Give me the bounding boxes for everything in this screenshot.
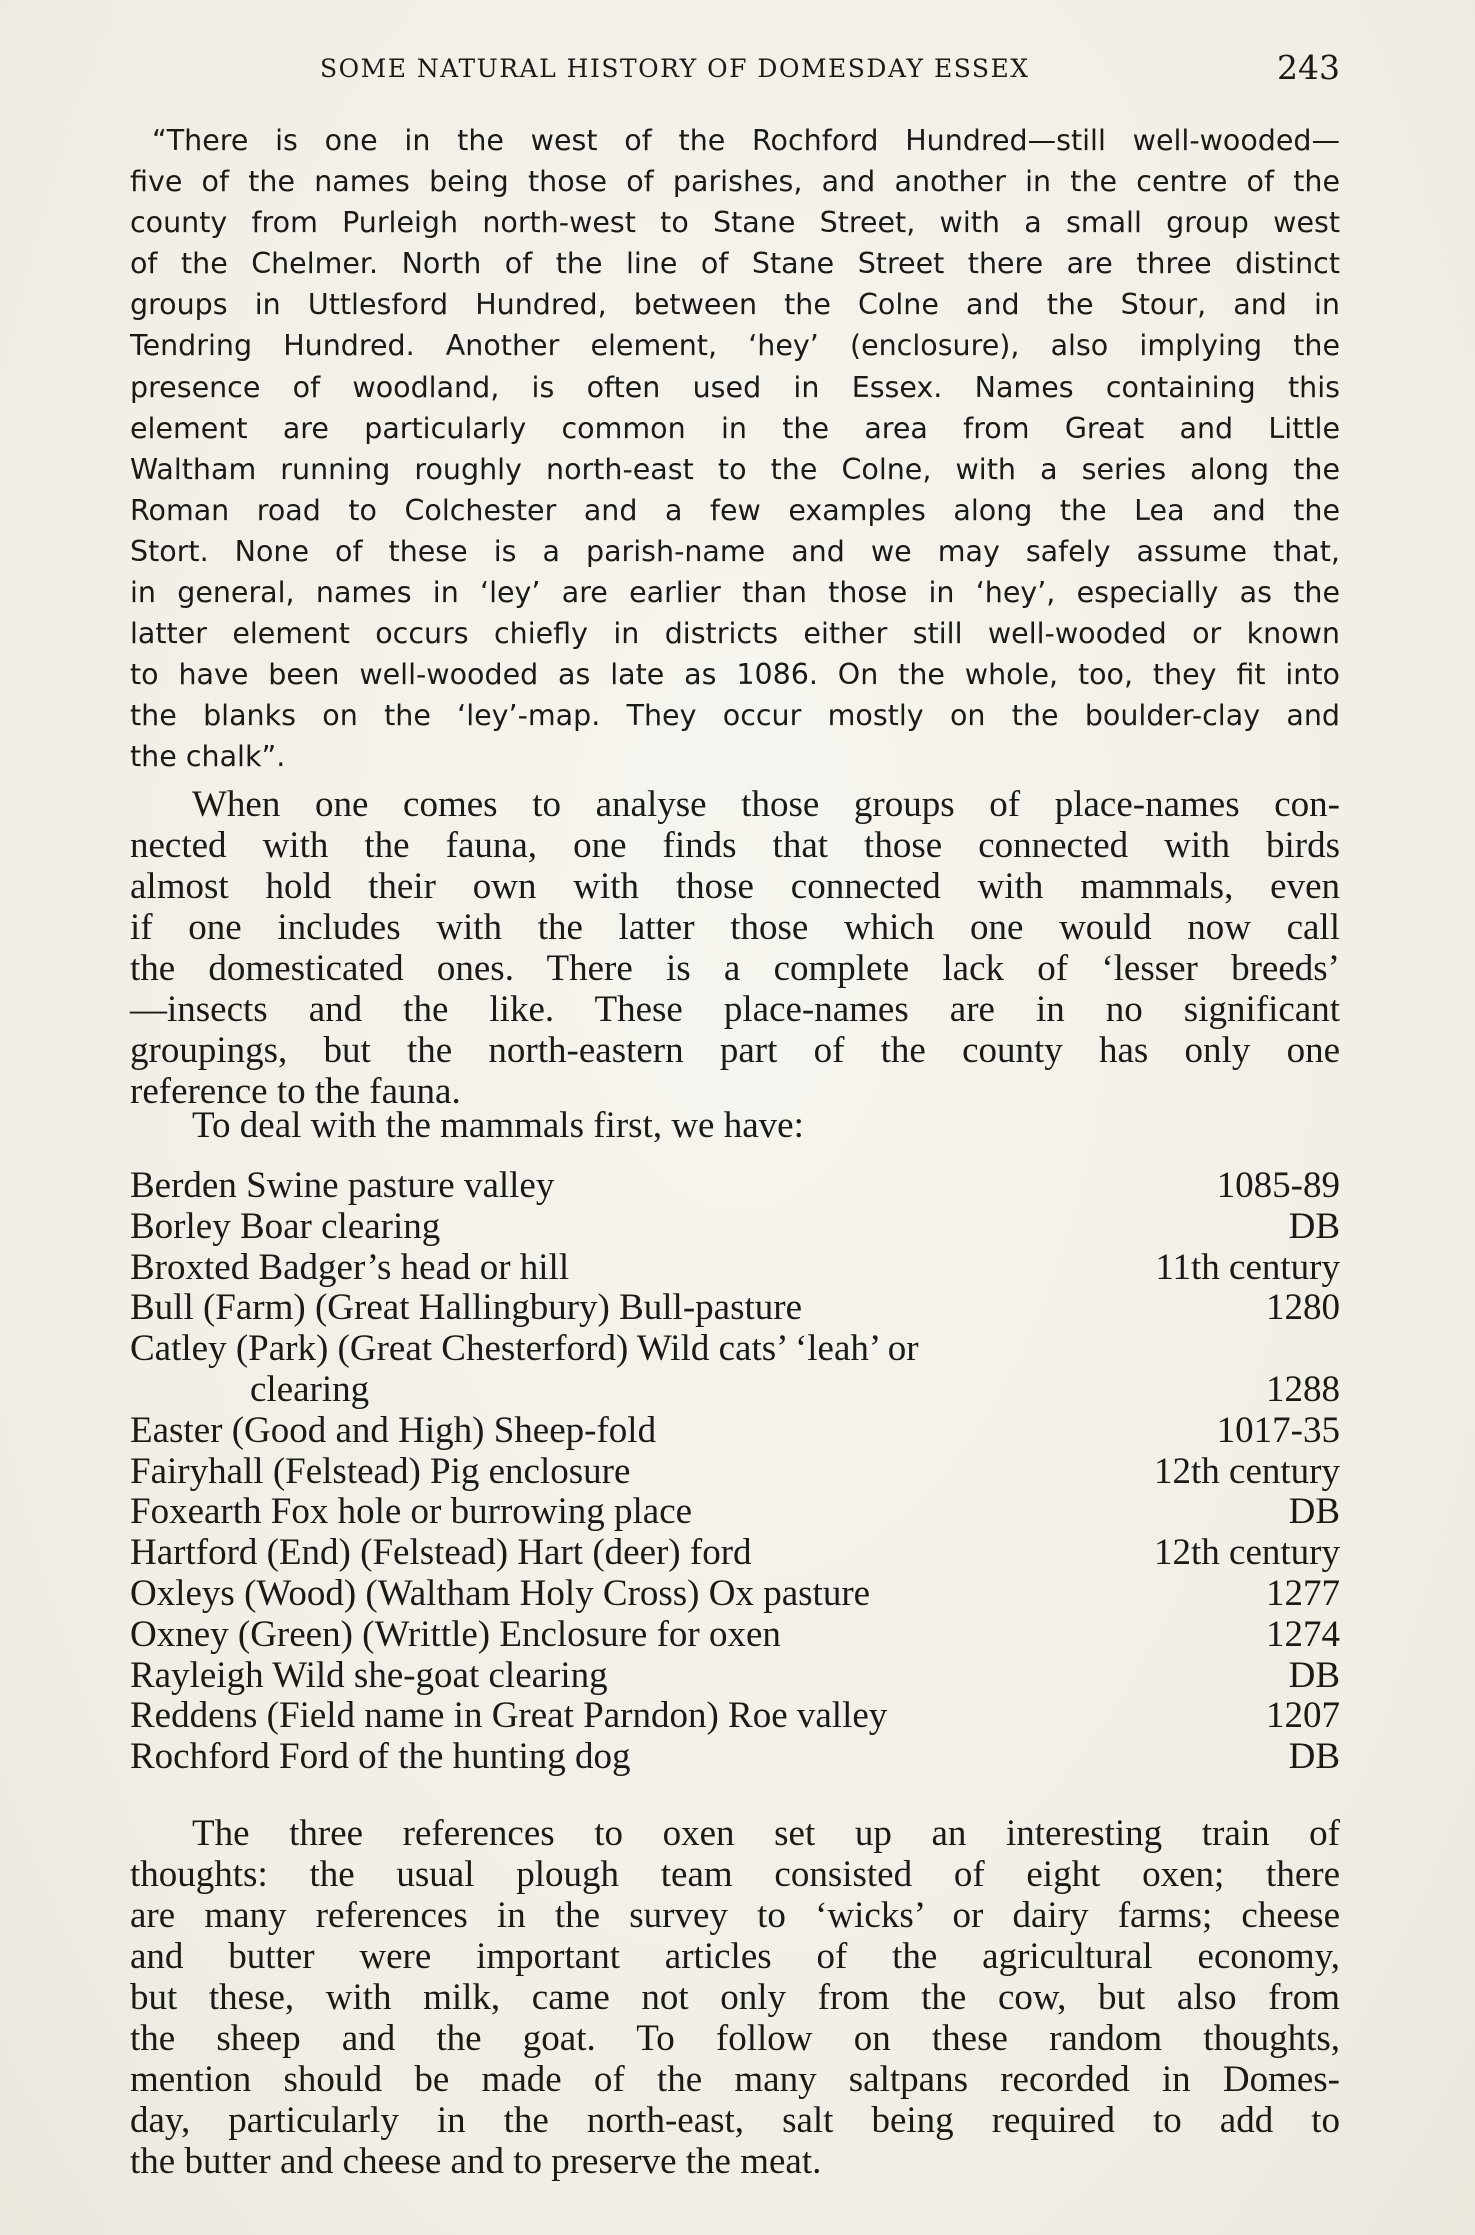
quote-line: to have been well-wooded as late as 1086. On the whole, too, they fit into xyxy=(130,658,1340,692)
quote-line: five of the names being those of parishes, and another in the centre of the xyxy=(130,165,1340,199)
quote-line: the blanks on the ‘ley’-map. They occur mostly on the boulder-clay and xyxy=(130,699,1340,733)
entry-date: 1274 xyxy=(1266,1613,1340,1655)
quote-line: county from Purleigh north-west to Stane Street, with a small group west xyxy=(130,206,1340,240)
paragraph-line: are many references in the survey to ‘wicks’ or dairy farms; cheese xyxy=(130,1895,1340,1936)
place-name-entry: Rochford Ford of the hunting dog xyxy=(130,1736,631,1778)
paragraph-line: mention should be made of the many saltpans recorded in Domes- xyxy=(130,2059,1340,2100)
page-number: 243 xyxy=(1277,48,1340,87)
place-name-entry: Fairyhall (Felstead) Pig enclosure xyxy=(130,1450,631,1492)
paragraph-line: nected with the fauna, one finds that those connected with birds xyxy=(130,825,1340,866)
list-item xyxy=(130,1615,1340,1656)
list-item xyxy=(130,1737,1340,1778)
quote-line: element are particularly common in the area from Great and Little xyxy=(130,411,1340,445)
list-item xyxy=(130,1207,1340,1248)
place-name-entry: Catley (Park) (Great Chesterford) Wild cats’ ‘leah’ or xyxy=(130,1328,919,1370)
entry-date: 1277 xyxy=(1266,1572,1340,1614)
paragraph-oxen-thoughts xyxy=(130,1813,1340,2182)
list-item xyxy=(130,1656,1340,1697)
place-name-entry: Reddens (Field name in Great Parndon) Roe valley xyxy=(130,1695,888,1737)
quoted-passage xyxy=(130,120,1340,778)
page-header xyxy=(130,48,1340,98)
entry-date: DB xyxy=(1288,1736,1340,1778)
entry-date: 1085-89 xyxy=(1216,1165,1340,1206)
place-name-entry-continuation: clearing xyxy=(250,1368,370,1410)
place-name-entry: Berden Swine pasture valley xyxy=(130,1165,555,1206)
quote-line: Tendring Hundred. Another element, ‘hey’ (enclosure), also implying the xyxy=(130,329,1340,363)
entry-date: DB xyxy=(1288,1491,1340,1533)
paragraph-line: When one comes to analyse those groups of place-names con- xyxy=(192,784,1340,825)
entry-date: DB xyxy=(1288,1205,1340,1247)
quote-line: presence of woodland, is often used in Essex. Names containing this xyxy=(130,370,1340,404)
list-item xyxy=(130,1492,1340,1533)
paragraph-line: the butter and cheese and to preserve the meat. xyxy=(130,2141,822,2182)
entry-date: 11th century xyxy=(1155,1246,1340,1288)
list-item xyxy=(130,1696,1340,1737)
place-name-entry: Hartford (End) (Felstead) Hart (deer) ford xyxy=(130,1532,752,1574)
place-name-entry: Easter (Good and High) Sheep-fold xyxy=(130,1409,657,1451)
entry-date: 1207 xyxy=(1266,1695,1340,1737)
entry-date: 1288 xyxy=(1266,1368,1340,1410)
paragraph-line: day, particularly in the north-east, salt being required to add to xyxy=(130,2100,1340,2141)
quote-line: Roman road to Colchester and a few examples along the Lea and the xyxy=(130,493,1340,527)
entry-date: DB xyxy=(1288,1654,1340,1696)
paragraph-line: and butter were important articles of the agricultural economy, xyxy=(130,1936,1340,1977)
paragraph-line: thoughts: the usual plough team consisted of eight oxen; there xyxy=(130,1854,1340,1895)
paragraph-line: reference to the fauna. xyxy=(130,1071,461,1112)
paragraph-line: the sheep and the goat. To follow on these random thoughts, xyxy=(130,2018,1340,2059)
paragraph-line: if one includes with the latter those which one would now call xyxy=(130,907,1340,948)
place-name-entry: Foxearth Fox hole or burrowing place xyxy=(130,1491,693,1533)
quote-line: groups in Uttlesford Hundred, between the Colne and the Stour, and in xyxy=(130,288,1340,322)
paragraph-line: To deal with the mammals first, we have: xyxy=(192,1105,804,1146)
entry-date: 1280 xyxy=(1266,1287,1340,1329)
quote-line: Waltham running roughly north-east to the Colne, with a series along the xyxy=(130,452,1340,486)
mammal-place-names-list xyxy=(130,1166,1340,1778)
place-name-entry: Oxleys (Wood) (Waltham Holy Cross) Ox pasture xyxy=(130,1572,871,1614)
entry-date: 12th century xyxy=(1154,1450,1340,1492)
place-name-entry: Oxney (Green) (Writtle) Enclosure for oxen xyxy=(130,1613,781,1655)
list-item xyxy=(130,1248,1340,1289)
list-item xyxy=(130,1533,1340,1574)
entry-date: 1017-35 xyxy=(1216,1409,1340,1451)
list-item xyxy=(130,1574,1340,1615)
quote-line: in general, names in ‘ley’ are earlier than those in ‘hey’, especially as the xyxy=(130,576,1340,610)
paragraph-line: The three references to oxen set up an interesting train of xyxy=(192,1813,1340,1854)
paragraph-fauna-groups xyxy=(130,784,1340,1112)
place-name-entry: Borley Boar clearing xyxy=(130,1205,441,1247)
running-head: SOME NATURAL HISTORY OF DOMESDAY ESSEX xyxy=(320,54,1030,83)
list-item xyxy=(130,1411,1340,1452)
place-name-entry: Rayleigh Wild she-goat clearing xyxy=(130,1654,608,1696)
paragraph-line: groupings, but the north-eastern part of the county has only one xyxy=(130,1030,1340,1071)
list-item xyxy=(130,1452,1340,1493)
list-item xyxy=(130,1329,1340,1411)
paragraph-line: almost hold their own with those connected with mammals, even xyxy=(130,866,1340,907)
quote-line: of the Chelmer. North of the line of Stane Street there are three distinct xyxy=(130,247,1340,281)
paragraph-line: but these, with milk, came not only from the cow, but also from xyxy=(130,1977,1340,2018)
place-name-entry: Bull (Farm) (Great Hallingbury) Bull-pasture xyxy=(130,1287,802,1329)
quote-line: Stort. None of these is a parish-name and we may safely assume that, xyxy=(130,534,1340,568)
paragraph-line: —insects and the like. These place-names are in no significant xyxy=(130,989,1340,1030)
place-name-entry: Broxted Badger’s head or hill xyxy=(130,1246,570,1288)
list-item xyxy=(130,1166,1340,1207)
quote-line: the chalk”. xyxy=(130,740,286,774)
entry-date: 12th century xyxy=(1154,1532,1340,1574)
quote-line: latter element occurs chiefly in districts either still well-wooded or known xyxy=(130,617,1340,651)
list-item xyxy=(130,1288,1340,1329)
quote-line: “There is one in the west of the Rochford Hundred—still well-wooded— xyxy=(152,124,1340,157)
paragraph-line: the domesticated ones. There is a complete lack of ‘lesser breeds’ xyxy=(130,948,1340,989)
paragraph-mammals-intro xyxy=(130,1105,1340,1146)
